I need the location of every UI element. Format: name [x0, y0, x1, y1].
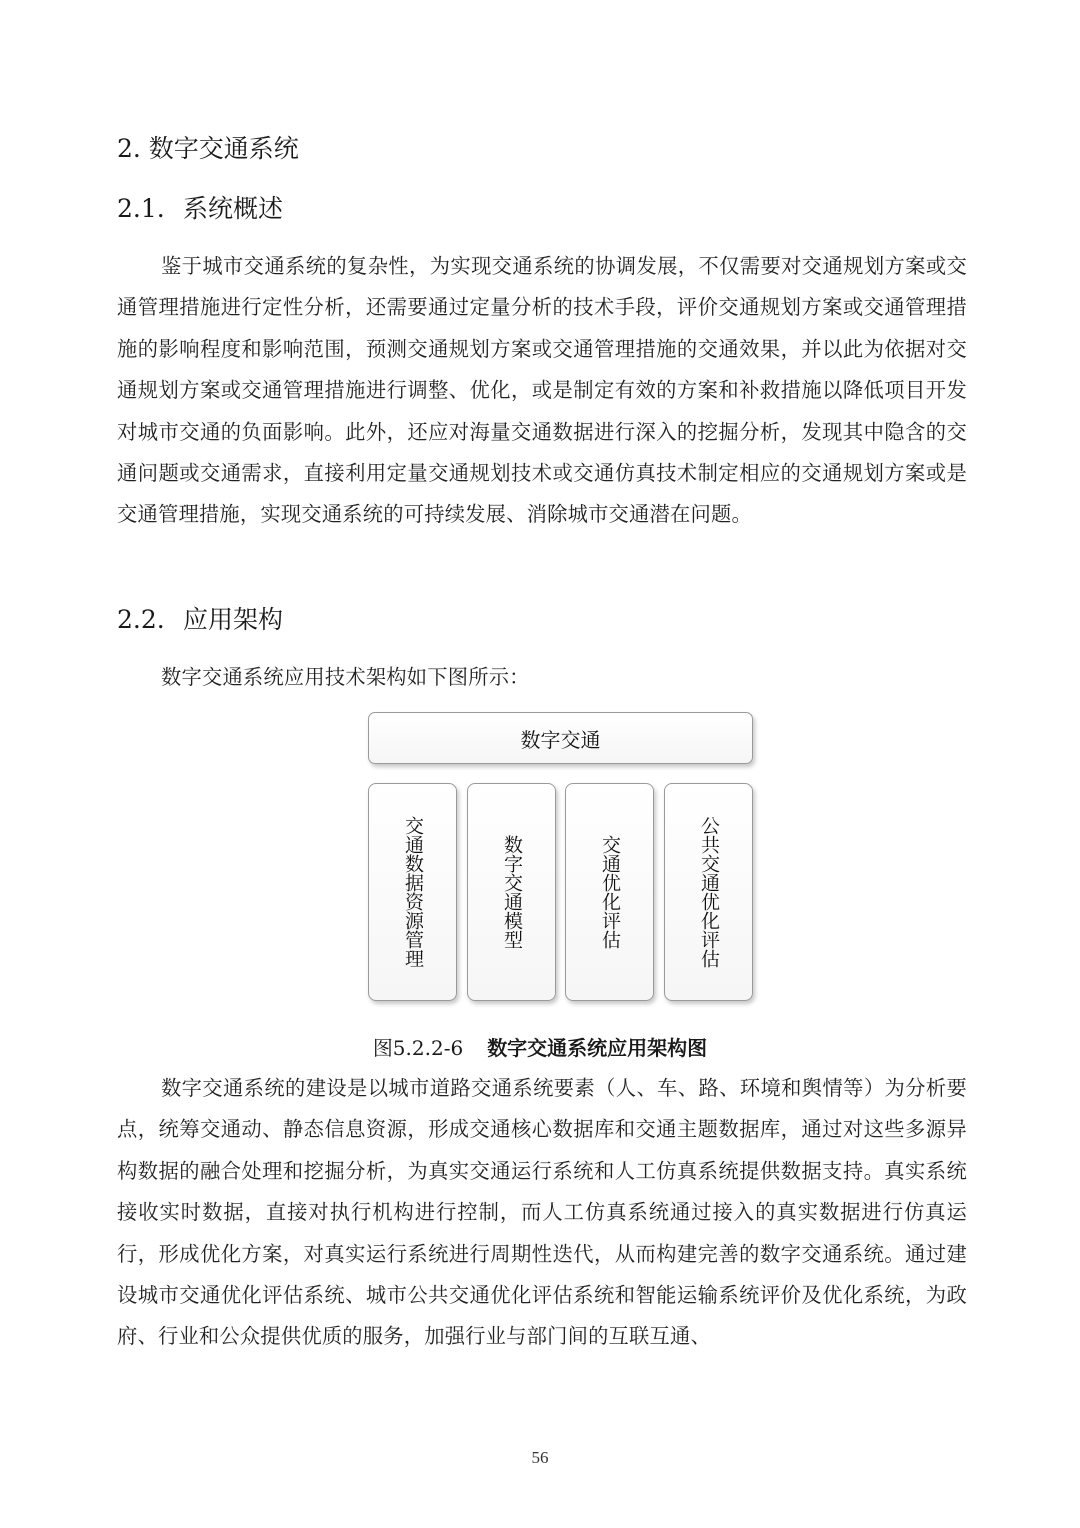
module-label: 交通优化评估 [599, 835, 621, 949]
figure-number: 图5.2.2-6 [372, 1036, 464, 1060]
architecture-paragraph: 数字交通系统的建设是以城市道路交通系统要素（人、车、路、环境和舆情等）为分析要点，统筹交通动、静态信息资源，形成交通核心数据库和交通主题数据库，通过对这些多源异构数据的融合处理和挖掘分析，为真实交通运行系统和人工仿真系统提供数据支持。真实系统接收实时数据，直接对执行机构进行控制，而人工仿真系统通过接入的真实数据进行仿真运行，形成优化方案，对真实运行系统进行周期性迭代，从而构建完善的数字交通系统。通过建设城市交通优化评估系统、城市公共交通优化评估系统和智能运输系统评价及优化系统，为政府、行业和公众提供优质的服务，加强行业与部门间的互联互通、 [117, 1076, 967, 1349]
subsection-number: 2.1. [117, 194, 165, 223]
module-label: 交通数据资源管理 [402, 816, 424, 968]
subsection-title: 系统概述 [183, 194, 284, 223]
overview-paragraph: 鉴于城市交通系统的复杂性，为实现交通系统的协调发展，不仅需要对交通规划方案或交通管理措施进行定性分析，还需要通过定量分析的技术手段，评价交通规划方案或交通管理措施的影响程度和影响范围，预测交通规划方案或交通管理措施的交通效果，并以此为依据对交通规划方案或交通管理措施进行调整、优化，或是制定有效的方案和补救措施以降低项目开发对城市交通的负面影响。此外，还应对海量交通数据进行深入的挖掘分析，发现其中隐含的交通问题或交通需求，直接利用定量交通规划技术或交通仿真技术制定相应的交通规划方案或是交通管理措施，实现交通系统的可持续发展、消除城市交通潜在问题。 [117, 254, 967, 527]
subsection-heading-architecture [117, 602, 283, 638]
section-heading: 2. 数字交通系统 [117, 134, 299, 163]
subsection-title: 应用架构 [183, 605, 284, 634]
diagram-top-box: 数字交通 [368, 712, 753, 764]
diagram-module-box [368, 783, 457, 1001]
figure-title: 数字交通系统应用架构图 [487, 1036, 708, 1060]
subsection-heading-overview [117, 191, 283, 227]
diagram-module-box [664, 783, 753, 1001]
architecture-diagram [365, 708, 760, 1008]
subsection-number: 2.2. [117, 605, 165, 634]
diagram-module-box [467, 783, 556, 1001]
figure-caption [0, 1030, 1080, 1066]
diagram-module-box [565, 783, 654, 1001]
page-number: 56 [531, 1448, 549, 1467]
module-label: 数字交通模型 [501, 835, 523, 949]
module-label: 公共交通优化评估 [698, 816, 720, 968]
architecture-intro: 数字交通系统应用技术架构如下图所示： [161, 665, 530, 689]
